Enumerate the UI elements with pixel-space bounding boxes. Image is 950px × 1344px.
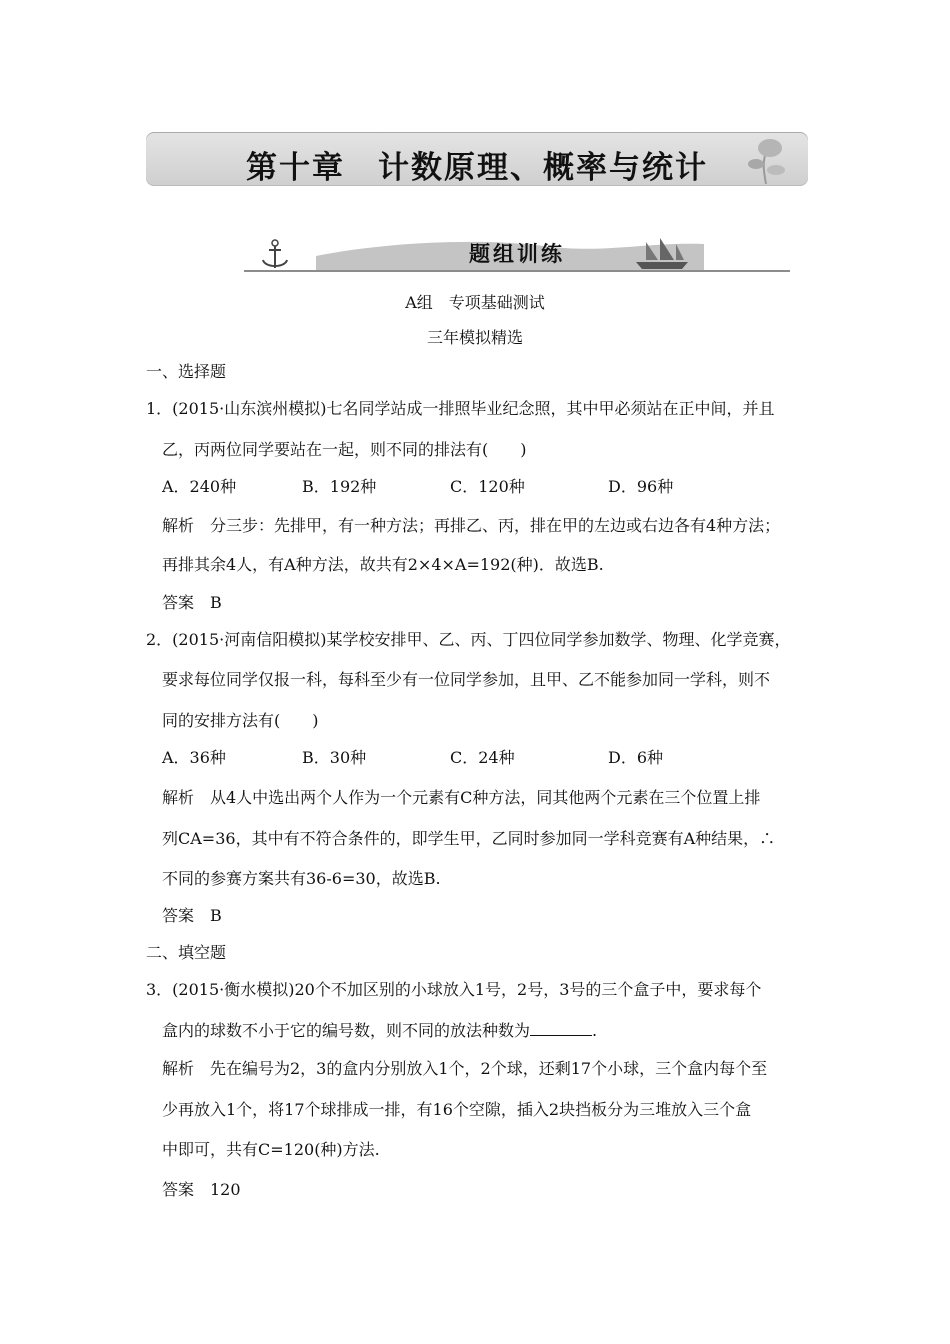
q2-analysis-line1: 解析 从4人中选出两个人作为一个元素有C种方法，同其他两个元素在三个位置上排: [162, 788, 761, 807]
flower-icon: [736, 134, 790, 186]
q3-line2: [162, 1021, 597, 1041]
sub-title: 三年模拟精选: [426, 328, 523, 347]
chapter-title: 第十章 计数原理、概率与统计: [246, 150, 708, 186]
q3-analysis-line3: 中即可，共有C=120(种)方法.: [162, 1140, 380, 1159]
q1-answer: 答案 B: [162, 593, 222, 612]
q2-option-d: D．6种: [608, 748, 664, 767]
q3-line2-end: .: [592, 1021, 598, 1040]
group-title: A组 专项基础测试: [405, 293, 545, 312]
q3-answer: 答案 120: [162, 1180, 241, 1199]
q2-line1: 2．(2015·河南信阳模拟)某学校安排甲、乙、丙、丁四位同学参加数学、物理、化学竞赛，: [146, 630, 791, 649]
q1-analysis-line1: 解析 分三步：先排甲，有一种方法；再排乙、丙，排在甲的左边或右边各有4种方法；: [162, 516, 781, 535]
part2-heading: 二、填空题: [146, 943, 227, 962]
section-banner: [244, 236, 790, 274]
q1-option-a: A．240种: [162, 477, 237, 496]
q2-line2: 要求每位同学仅报一科，每科至少有一位同学参加，且甲、乙不能参加同一学科，则不: [162, 670, 771, 689]
q2-analysis-line3: 不同的参赛方案共有36-6=30，故选B.: [162, 869, 441, 888]
q1-option-d: D．96种: [608, 477, 674, 496]
q1-analysis-line2: 再排其余4人，有A种方法，故共有2×4×A=192(种)．故选B.: [162, 555, 604, 574]
q1-line1: 1．(2015·山东滨州模拟)七名同学站成一排照毕业纪念照，其中甲必须站在正中间，并且: [146, 399, 775, 418]
q2-option-c: C．24种: [450, 748, 515, 767]
q1-option-c: C．120种: [450, 477, 525, 496]
q3-line1: 3．(2015·衡水模拟)20个不加区别的小球放入1号，2号，3号的三个盒子中，要求每个: [146, 980, 762, 999]
q2-option-b: B．30种: [302, 748, 367, 767]
part1-heading: 一、选择题: [146, 362, 227, 381]
chapter-banner: [146, 132, 808, 186]
q1-line2: 乙，丙两位同学要站在一起，则不同的排法有( ): [162, 440, 527, 459]
q1-option-b: B．192种: [302, 477, 377, 496]
section-title: 题组训练: [469, 242, 565, 266]
q2-answer: 答案 B: [162, 906, 222, 925]
q2-analysis-line2: 列CA=36，其中有不符合条件的，即学生甲，乙同时参加同一学科竞赛有A种结果，∴: [162, 829, 776, 848]
q2-option-a: A．36种: [162, 748, 226, 767]
q3-analysis-line2: 少再放入1个，将17个球排成一排，有16个空隙，插入2块挡板分为三堆放入三个盒: [162, 1100, 752, 1119]
q3-line2-text: 盒内的球数不小于它的编号数，则不同的放法种数为: [162, 1021, 531, 1040]
answer-blank[interactable]: [530, 1021, 592, 1036]
q3-analysis-line1: 解析 先在编号为2，3的盒内分别放入1个，2个球，还剩17个小球，三个盒内每个至: [162, 1059, 768, 1078]
q2-line3: 同的安排方法有( ): [162, 711, 319, 730]
